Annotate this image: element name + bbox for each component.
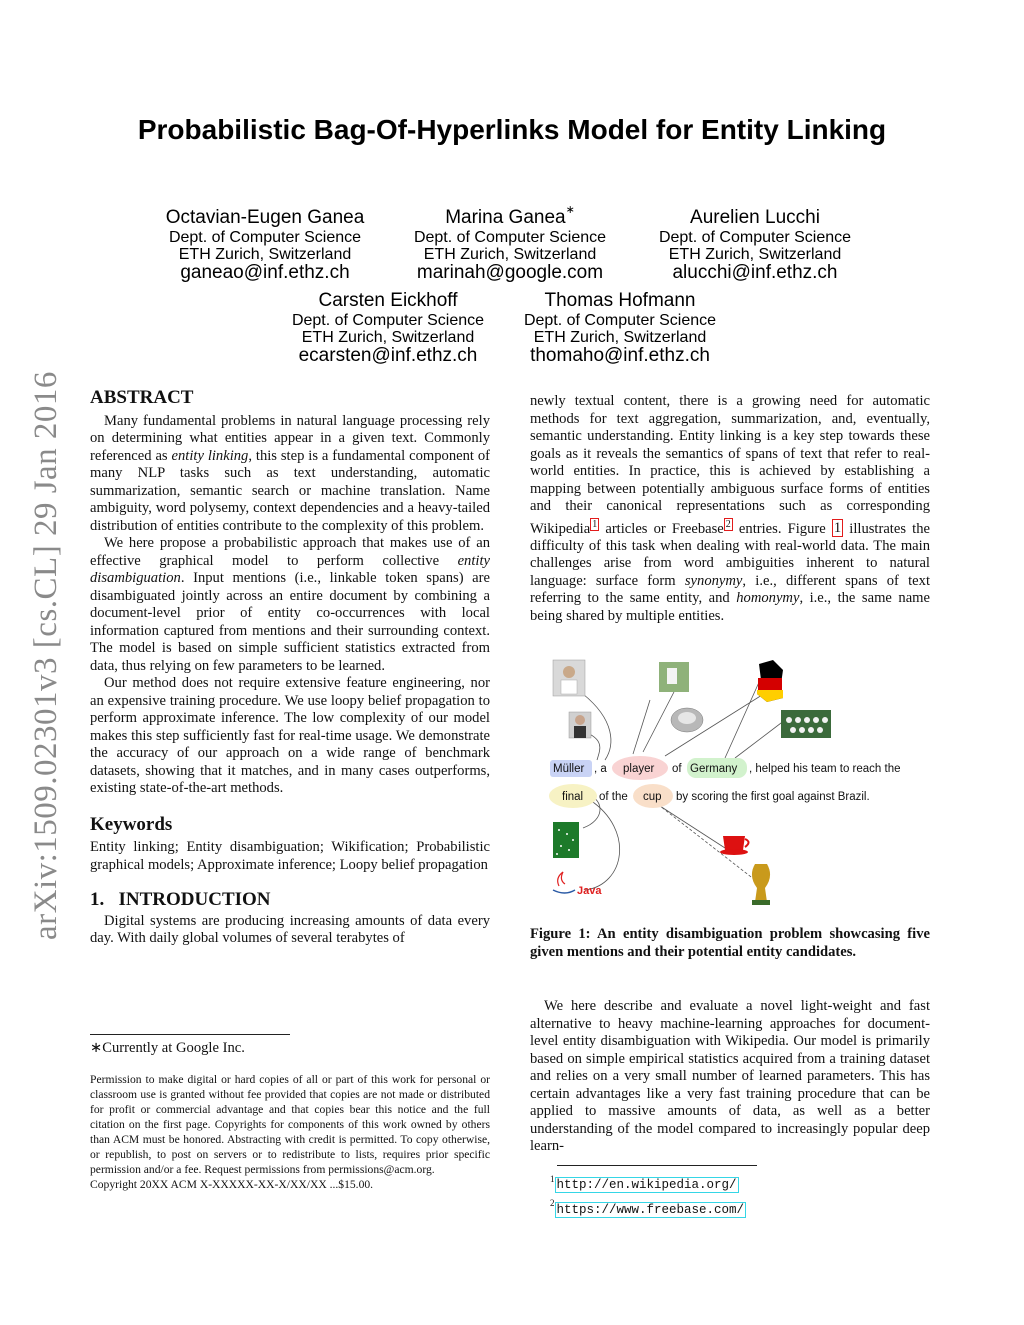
author-dept: Dept. of Computer Science xyxy=(168,229,362,246)
footnotes xyxy=(550,1170,930,1219)
right-column xyxy=(530,393,930,625)
abstract-heading: ABSTRACT xyxy=(90,387,194,408)
author-email[interactable]: ecarsten@inf.ethz.ch xyxy=(298,345,478,366)
world-cup-trophy-icon xyxy=(752,864,770,905)
abstract-paragraph: We here propose a probabilistic approach that makes use of an effective graphical model to perform collective entity disambiguation. Input mentions (i.e., linkable token spans) are disambiguated jointly across an entire document by combining a document-level prior of entity co-occurrences with local information captured from mentions and their surrounding context. The model is based on simple sufficient statistics extracted from data, thus relying on few parameters to be learned. xyxy=(90,535,490,674)
face-icon xyxy=(563,666,575,678)
author-name: Octavian-Eugen Ganea xyxy=(165,207,365,228)
footnote-url[interactable]: http://en.wikipedia.org/ xyxy=(556,1178,737,1193)
author-institution: ETH Zurich, Switzerland xyxy=(301,329,475,346)
author-institution: ETH Zurich, Switzerland xyxy=(423,246,597,263)
left-column xyxy=(90,389,490,948)
footnote-number: 2 xyxy=(550,1198,555,1209)
author-email[interactable]: thomaho@inf.ethz.ch xyxy=(530,345,710,366)
footnote-rule xyxy=(557,1165,757,1166)
board-game-icon xyxy=(553,822,579,858)
introduction-heading: 1. INTRODUCTION xyxy=(90,889,271,910)
link-arrow xyxy=(633,700,650,754)
entity-candidates xyxy=(553,660,831,905)
author-dept: Dept. of Computer Science xyxy=(658,229,852,246)
abstract-paragraph: Our method does not require extensive feature engineering, nor an expensive training procedure. We use loopy belief propagation to perform approximate inference. The low complexity of our model makes this step sufficiently fast for real-time usage. We demonstrate the accuracy of our approach on a wide range of benchmark datasets, showing that it matches, and in many cases outperforms, existing state-of-the-art methods. xyxy=(90,675,490,796)
author-dept: Dept. of Computer Science xyxy=(291,312,485,329)
author-dept: Dept. of Computer Science xyxy=(523,312,717,329)
author-institution: ETH Zurich, Switzerland xyxy=(668,246,842,263)
sentence-text: , a xyxy=(594,763,607,775)
footnote-number: 1 xyxy=(550,1174,555,1184)
footnote-ref-2[interactable]: 2 xyxy=(725,518,731,530)
permission-text: Permission to make digital or hard copies of all or part of this work for personal or classroom use is granted without fee provided that copies are not made or distributed for profit or commercial advantage and that copies bear this notice and the full citation on the first page. Copyrights for components of this work owned by others than ACM must be honored. Abstracting with credit is permitted. To copy otherwise, or republish, to post on servers or to redistribute to lists, requires prior specific permission and/or a fee. Request permissions from permissions@acm.org. xyxy=(90,1073,490,1176)
author-name: Carsten Eickhoff xyxy=(318,290,458,311)
figure-ref-1[interactable]: 1 xyxy=(833,520,842,537)
author-block xyxy=(268,290,508,366)
footnote xyxy=(550,1194,930,1218)
java-label: Java xyxy=(577,885,602,897)
author-email[interactable]: marinah@google.com xyxy=(416,262,604,283)
author-block xyxy=(500,290,740,366)
team-photo-icon xyxy=(781,710,831,738)
mention-text: player xyxy=(623,763,655,775)
introduction-paragraph: newly textual content, there is a growing need for automatic methods for text aggregation, summarization, and, eventually, semantic understanding. Entity linking is a key step towards these goals as it reveals the semantics of spans of text that refer to real-world entities. In practice, this is achieved by establishing a mapping between potentially ambiguous surface forms of entities and their canonical representations such as corresponding Wikipedia $^1$ articles or Freebase $^2$ entries. Figure 1 illustrates the difficulty of this task when dealing with real-world data. The main challenges arise from word ambiguities inherent to natural language: surface form synonymy, i.e., different spans of text referring to the same entity, and homonymy, i.e., the same name being shared by multiple entities. xyxy=(530,393,931,624)
paper-title: Probabilistic Bag-Of-Hyperlinks Model for Entity Linking xyxy=(137,114,887,145)
permission-notice xyxy=(90,1072,490,1192)
germany-map-icon xyxy=(757,660,783,702)
figure-caption: Figure 1: An entity disambiguation problem showcasing five given mentions and their potential entity candidates. xyxy=(530,926,930,960)
sentence-text: , helped his team to reach the xyxy=(749,763,901,775)
footnote-url[interactable]: https://www.freebase.com/ xyxy=(556,1202,745,1217)
mention-text: Germany xyxy=(690,763,738,775)
sentence-text: by scoring the first goal against Brazil. xyxy=(676,791,870,803)
mention-text: final xyxy=(562,791,584,803)
arxiv-stamp: arXiv:1509.02301v3 [cs.CL] 29 Jan 2016 xyxy=(28,371,64,940)
link-arrow xyxy=(643,690,675,752)
footnote-ref-1[interactable]: 1 xyxy=(592,518,598,530)
sentence-text: of the xyxy=(599,791,628,803)
author-dept: Dept. of Computer Science xyxy=(413,229,607,246)
link-arrow xyxy=(660,806,725,848)
author-block xyxy=(390,204,630,283)
link-arrow xyxy=(735,720,785,758)
author-email[interactable]: ganeao@inf.ethz.ch xyxy=(180,262,350,283)
cup-icon xyxy=(720,836,749,855)
java-logo-icon xyxy=(553,872,602,897)
copyright-text: Copyright 20XX ACM X-XXXXX-XX-X/XX/XX ...$15.00. xyxy=(90,1178,374,1191)
author-footnote: ∗Currently at Google Inc. xyxy=(90,1040,245,1056)
author-name: Marina Ganea xyxy=(445,207,566,228)
sentence-text: of xyxy=(672,763,682,775)
author-name: Aurelien Lucchi xyxy=(690,207,820,228)
link-arrow xyxy=(585,800,620,890)
body-paragraph: We here describe and evaluate a novel light-weight and fast alternative to heavy machine-learning approaches for document-level entity disambiguation with Wikipedia. Our model is primarily based on simple empirical statistics acquired from a training dataset and relies on a very small number of learned parameters. This has certain advantages like a very fast training procedure that can be applied to massive amounts of data, as well as a better understanding of the model compared to increasingly popular deep learn- xyxy=(530,998,930,1154)
mention-text: cup xyxy=(643,791,662,803)
footnote-rule xyxy=(90,1034,290,1035)
keywords-heading: Keywords xyxy=(90,813,173,835)
link-arrow xyxy=(725,680,760,758)
right-column-continued xyxy=(530,998,930,1156)
author-name: Thomas Hofmann xyxy=(544,290,696,311)
footnote xyxy=(550,1170,930,1194)
author-email[interactable]: alucchi@inf.ethz.ch xyxy=(672,262,838,283)
introduction-paragraph: Digital systems are producing increasing amounts of data every day. With daily global volumes of several terabytes of xyxy=(90,912,490,946)
author-institution: ETH Zurich, Switzerland xyxy=(178,246,352,263)
author-block xyxy=(635,207,875,283)
author-institution: ETH Zurich, Switzerland xyxy=(533,329,707,346)
author-footnote-mark: ∗ xyxy=(565,204,575,216)
keywords-text: Entity linking; Entity disambiguation; Wikification; Probabilistic graphical models; Approximate inference; Loopy belief propagation xyxy=(90,839,490,873)
figure-1-entity-graph xyxy=(545,650,935,910)
abstract-paragraph: Many fundamental problems in natural language processing rely on determining what entities appear in a given text. Commonly referenced as entity linking, this step is a fundamental component of many NLP tasks such as text understanding, automatic summarization, semantic search or machine translation. Name ambiguity, word polysemy, context dependencies and a heavy-tailed distribution of entities contribute to the complexity of this problem. xyxy=(90,412,491,534)
author-block xyxy=(145,207,385,283)
mention-text: Müller xyxy=(553,763,585,775)
